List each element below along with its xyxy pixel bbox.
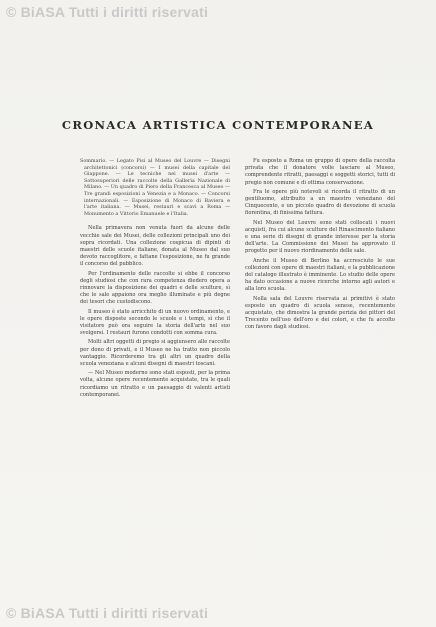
paragraph: Per l'ordinamento delle raccolte si ebbe il concorso degli studiosi che con rara competenza diedero opera a rinnovare la disposizione dei quadri e delle sculture, sì che le sale appaiono ora meglio illuminate e più degne dei tesori che custodiscono. [80,270,230,306]
paragraph: Fra le opere più notevoli si ricorda il ritratto di un gentiluomo, attribuito a un maestro veneziano del Cinquecento, e un piccolo quadro di devozione di scuola fiorentina, di finissima fattura. [245,188,395,217]
paragraph: — Nel Museo moderno sono stati esposti, per la prima volta, alcune opere recentemente acquistate, tra le quali ricordiamo un ritratto e un paesaggio di valenti artisti contemporanei. [80,370,230,398]
watermark-bottom: © BiASA Tutti i diritti riservati [6,605,209,621]
watermark-top: © BiASA Tutti i diritti riservati [6,4,209,20]
paragraph: Nella primavera non venuta fuori da alcune delle vecchie sale dei Musei, delle collezioni principali uno dei sopra ricordati. Una collezione cospicua di dipinti di maestri delle scuole italiane, donata al Museo dal suo devoto raccoglitore, e fattane l'esposizione, ne fu grande il concorso del pubblico. [80,225,230,268]
paragraph: Il museo è stato arricchito di un nuovo ordinamento, e le opere disposte secondo le scuole e i tempi, sì che il visitatore può ora seguire la storia dell'arte nel suo svolgersi. I restauri furono condotti con somma cura. [80,308,230,337]
paragraph: Fu esposto a Roma un gruppo di opere della raccolta privata che il donatore volle lasciare al Museo, comprendente ritratti, paesaggi e soggetti storici, tutti di pregio non comune e di ottima conservazione. [245,158,395,186]
right-column [245,158,395,334]
paragraph: Molti altri oggetti di pregio si aggiunsero alle raccolte per dono di privati, e il Museo ne ha tratto non piccolo vantaggio. Ricorderemo tra gli altri un quadro della scuola veneziana e alcuni disegni di maestri toscani. [80,339,230,367]
paragraph: Anche il Museo di Berlino ha accresciuto le sue collezioni con opere di maestri italiani, e la pubblicazione del catalogo illustrato è imminente. Lo studio delle opere ha dato occasione a nuove ricerche intorno agli autori e alla loro scuola. [245,257,395,293]
paragraph: Nel Museo del Louvre sono stati collocati i nuovi acquisti, fra cui alcune sculture del Rinascimento italiano e una serie di disegni di grande interesse per la storia dell'arte. La Commissione dei Musei ha approvato il progetto per il nuovo riordinamento delle sale. [245,219,395,255]
paragraph: Nella sala del Louvre riservata ai primitivi è stato esposto un quadro di scuola senese, recentemente acquistato, che dimostra la grande perizia dei pittori del Trecento nell'uso dell'oro e dei colori, e che fu accolto con favore dagli studiosi. [245,295,395,331]
left-column [80,158,230,401]
page-title: CRONACA ARTISTICA CONTEMPORANEA [61,118,375,132]
summary: Sommario. — Legato Pisi al Museo del Louvre — Disegni architettonici (concorsi) — I musei della capitale del Giappone. — Le tecniche nei musei d'arte — Sottosuperiori delle raccolte della Galleria Nazionale di Milano. — Un quadro di Piero della Francesca al Museo — Tre grandi esposizioni a Venezia e a Monaco. — Concorsi internazionali. — Esposizione di Monaco di Baviera e l'arte italiana. — Musei, restauri e scavi a Roma — Monumento a Vittorio Emanuele e l'Italia. [80,158,230,217]
